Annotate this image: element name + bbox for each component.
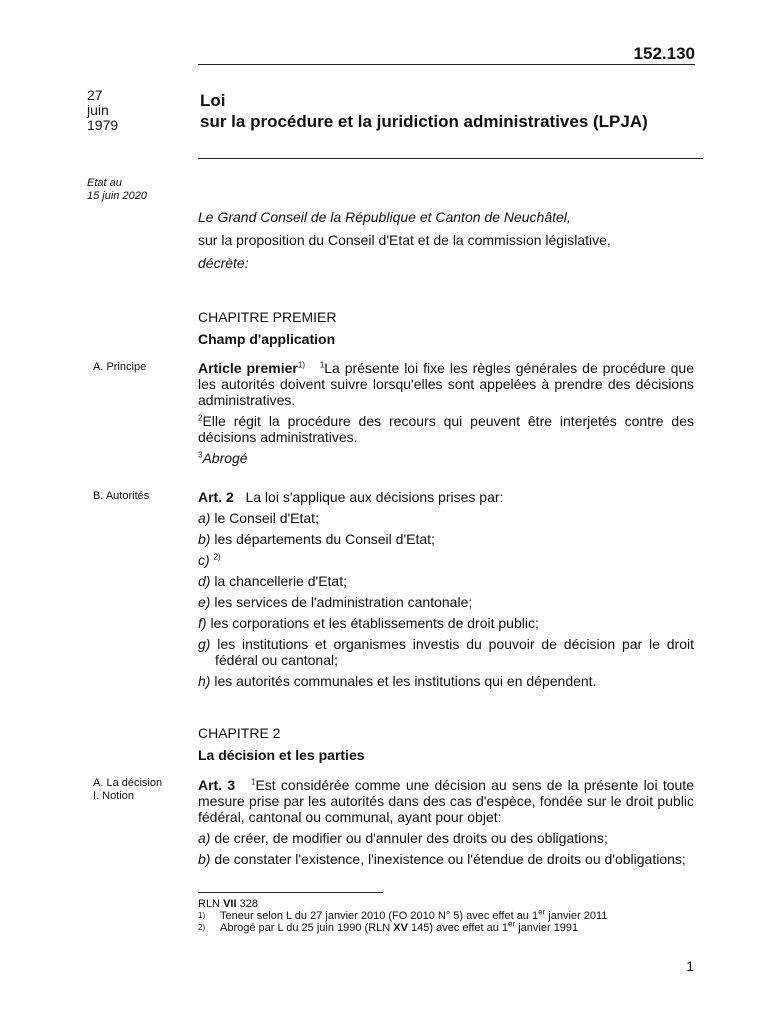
footnote-rln	[198, 898, 607, 910]
preamble-authority: Le Grand Conseil de la République et Canton de Neuchâtel,	[198, 209, 571, 225]
list-item	[198, 673, 694, 689]
preamble-proposal: sur la proposition du Conseil d'Etat et de la commission législative,	[198, 232, 611, 248]
enactment-date	[87, 88, 118, 133]
item-letter: d)	[198, 573, 211, 589]
chapter-1-heading: CHAPITRE PREMIER	[198, 309, 337, 325]
list-item	[198, 552, 694, 568]
item-text: le Conseil d'Etat;	[214, 510, 319, 526]
margin-note-art-1: A. Principe	[93, 361, 147, 373]
article-1-para-1	[198, 360, 694, 408]
item-letter: b)	[198, 851, 211, 867]
item-letter: g)	[198, 636, 211, 652]
status-line-2: 15 juin 2020	[87, 190, 147, 202]
list-item	[198, 636, 694, 668]
footnote-text: Teneur selon L du 27 janvier 2010 (FO 2010 N° 5) avec effet au 1	[220, 910, 539, 922]
list-item	[198, 531, 694, 547]
footnote-text: Abrogé par L du 25 juin 1990 (RLN	[220, 922, 394, 934]
footnote-2	[198, 919, 607, 934]
status-line-1: Etat au	[87, 177, 122, 189]
footnote-text-end: janvier 2011	[545, 910, 608, 922]
footnote-text-mid: 145) avec effet au 1	[407, 922, 509, 934]
rln-page: 328	[239, 898, 258, 910]
para-text: Est considérée comme une décision au sens de la présente loi toute mesure prise par les autorités dans des cas d'espèce, fondée sur le droit public fédéral, cantonal ou communal, ayant pour objet:	[198, 777, 694, 825]
document-number: 152.130	[633, 44, 695, 63]
margin-note-art-3	[93, 777, 162, 803]
date-month: juin	[87, 102, 109, 118]
margin-note-art-2: B. Autorités	[93, 490, 150, 502]
chapter-1-subtitle: Champ d'application	[198, 331, 336, 347]
list-item	[198, 615, 694, 631]
title-line-2: sur la procédure et la juridiction administratives (LPJA)	[200, 112, 648, 131]
footnote-number: 2)	[198, 923, 206, 932]
article-1-para-2	[198, 413, 694, 445]
article-3-label: Art. 3	[198, 777, 236, 793]
item-letter: a)	[198, 830, 211, 846]
article-2-intro	[198, 489, 694, 505]
chapter-1	[198, 309, 694, 347]
para-text: La présente loi fixe les règles générales de procédure que les autorités doivent suivre lorsqu'elles sont appelées à prendre des décisions administratives.	[198, 360, 695, 408]
list-item	[198, 573, 694, 589]
ordinal-suffix: er	[538, 907, 546, 917]
article-1-para-3	[198, 450, 694, 466]
chapter-2-subtitle: La décision et les parties	[198, 747, 365, 763]
date-day: 27	[87, 87, 103, 103]
list-item	[198, 594, 694, 610]
preamble	[198, 209, 694, 271]
status-date	[87, 177, 147, 203]
article-1	[198, 360, 694, 466]
footnote-number: 1)	[198, 911, 206, 920]
date-year: 1979	[87, 117, 119, 133]
rln-prefix: RLN	[198, 898, 221, 910]
rln-volume: VII	[223, 898, 237, 910]
item-letter: h)	[198, 673, 211, 689]
item-text: les services de l'administration cantonale;	[214, 594, 473, 610]
item-text: de créer, de modifier ou d'annuler des droits ou des obligations;	[214, 830, 608, 846]
article-3	[198, 777, 694, 867]
header-rule	[198, 64, 695, 65]
item-text: les institutions et organismes investis du pouvoir de décision par le droit fédéral ou cantonal;	[215, 636, 695, 668]
item-letter: e)	[198, 594, 211, 610]
footnotes	[198, 898, 607, 934]
item-text: de constater l'existence, l'inexistence ou l'étendue de droits ou d'obligations;	[214, 851, 686, 867]
item-letter: c)	[198, 552, 210, 568]
footnote-ref: 1)	[297, 360, 305, 370]
article-3-para-1	[198, 777, 694, 825]
preamble-decree: décrète:	[198, 255, 249, 271]
footnote-1	[198, 907, 608, 922]
article-2-label: Art. 2	[198, 489, 234, 505]
item-text: les corporations et les établissements de droit public;	[210, 615, 539, 631]
title-line-1: Loi	[200, 91, 226, 110]
footnote-text-end: janvier 1991	[515, 922, 579, 934]
para-text: Elle régit la procédure des recours qui peuvent être interjetés contre des décisions administratives.	[198, 413, 694, 445]
list-item	[198, 830, 694, 846]
footnote-ref: 2)	[213, 552, 221, 562]
article-2	[198, 489, 694, 689]
item-letter: f)	[198, 615, 207, 631]
ordinal-suffix: er	[508, 919, 516, 929]
rln-volume: XV	[393, 922, 408, 934]
para-number: 1	[250, 777, 256, 787]
item-letter: a)	[198, 510, 211, 526]
item-text: les autorités communales et les institutions qui en dépendent.	[214, 673, 597, 689]
item-letter: b)	[198, 531, 211, 547]
article-1-label: Article premier	[198, 360, 298, 376]
title-rule	[198, 158, 703, 159]
para-number: 2	[198, 413, 203, 423]
para-number: 1	[319, 360, 325, 370]
list-item	[198, 510, 694, 526]
item-text: les départements du Conseil d'Etat;	[214, 531, 435, 547]
list-item	[198, 851, 694, 867]
para-text: Abrogé	[202, 450, 248, 466]
item-text: la chancellerie d'Etat;	[214, 573, 347, 589]
footnote-rule	[198, 892, 383, 893]
margin-line-2: I. Notion	[93, 790, 134, 802]
margin-line-1: A. La décision	[93, 777, 163, 789]
chapter-2-heading: CHAPITRE 2	[198, 725, 281, 741]
intro-text: La loi s'applique aux décisions prises par:	[245, 489, 504, 505]
law-title	[200, 90, 648, 132]
chapter-2	[198, 725, 694, 763]
para-number: 3	[198, 450, 203, 460]
page-number: 1	[686, 958, 694, 974]
